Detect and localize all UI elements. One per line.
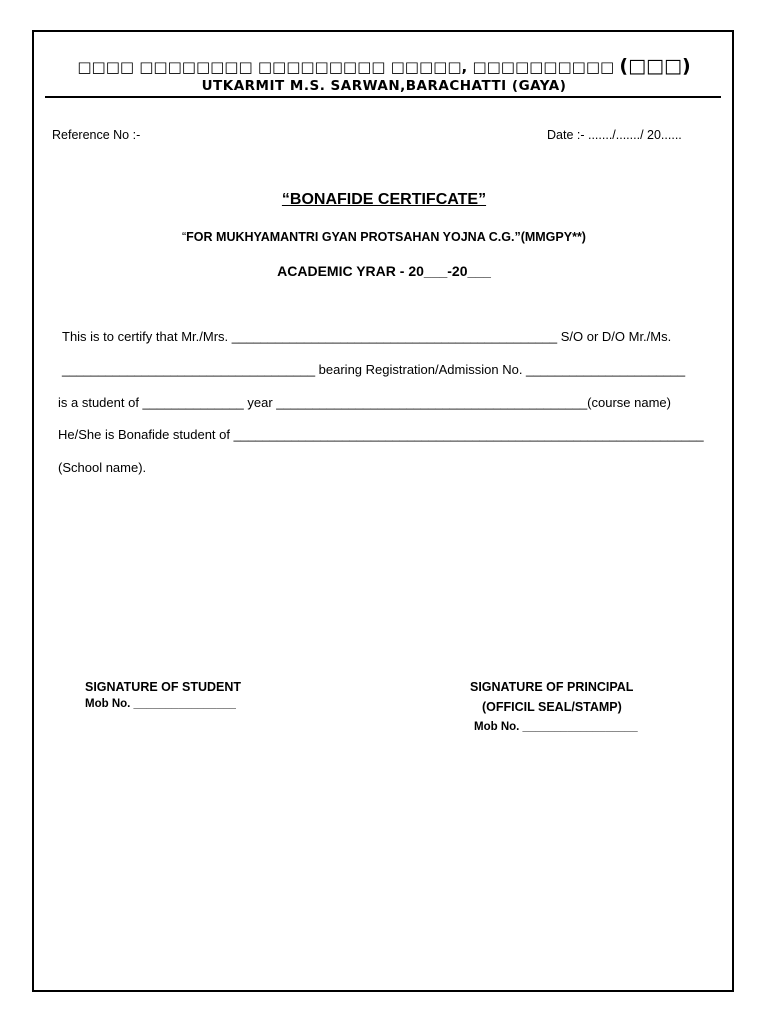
principal-seal-label: (OFFICIL SEAL/STAMP) xyxy=(482,700,622,714)
certify-line-2: ___________________________________ bearing Registration/Admission No. ______________________ xyxy=(62,362,686,377)
principal-mobile: Mob No. __________________ xyxy=(474,721,638,733)
certify-line-3: is a student of ______________ year ___________________________________________(course name) xyxy=(58,395,671,410)
certify-line-1: This is to certify that Mr./Mrs. _____________________________________________ S/O or D/O Mr./Ms. xyxy=(62,329,672,344)
subtitle-text: FOR MUKHYAMANTRI GYAN PROTSAHAN YOJNA C.G.”(MMGPY**) xyxy=(186,230,586,244)
page-border xyxy=(32,30,734,992)
school-name-english: UTKARMIT M.S. SARWAN,BARACHATTI (GAYA) xyxy=(201,78,567,94)
school-name-hindi xyxy=(0,55,768,77)
academic-year: ACADEMIC YRAR - 20___-20___ xyxy=(277,263,491,279)
date-field: Date :- ......./......./ 20...... xyxy=(547,128,682,142)
reference-number: Reference No :- xyxy=(52,128,141,142)
school-district-hindi: (□□□) xyxy=(619,55,691,77)
certify-line-5: (School name). xyxy=(58,460,147,475)
school-name-hindi-text: □□□□ □□□□□□□□ □□□□□□□□□ □□□□□, xyxy=(77,58,468,76)
student-mobile: Mob No. ________________ xyxy=(85,698,236,710)
certify-line-4: He/She is Bonafide student of _________________________________________________________________ xyxy=(58,427,704,442)
subtitle-open-quote: “ xyxy=(182,230,187,244)
student-signature-label: SIGNATURE OF STUDENT xyxy=(85,680,242,694)
school-place-hindi: □□□□□□□□□□ xyxy=(472,58,615,76)
certificate-subtitle xyxy=(0,230,768,244)
principal-signature-label: SIGNATURE OF PRINCIPAL xyxy=(470,680,634,694)
certificate-title: “BONAFIDE CERTIFCATE” xyxy=(281,191,487,208)
header-divider xyxy=(45,96,721,98)
